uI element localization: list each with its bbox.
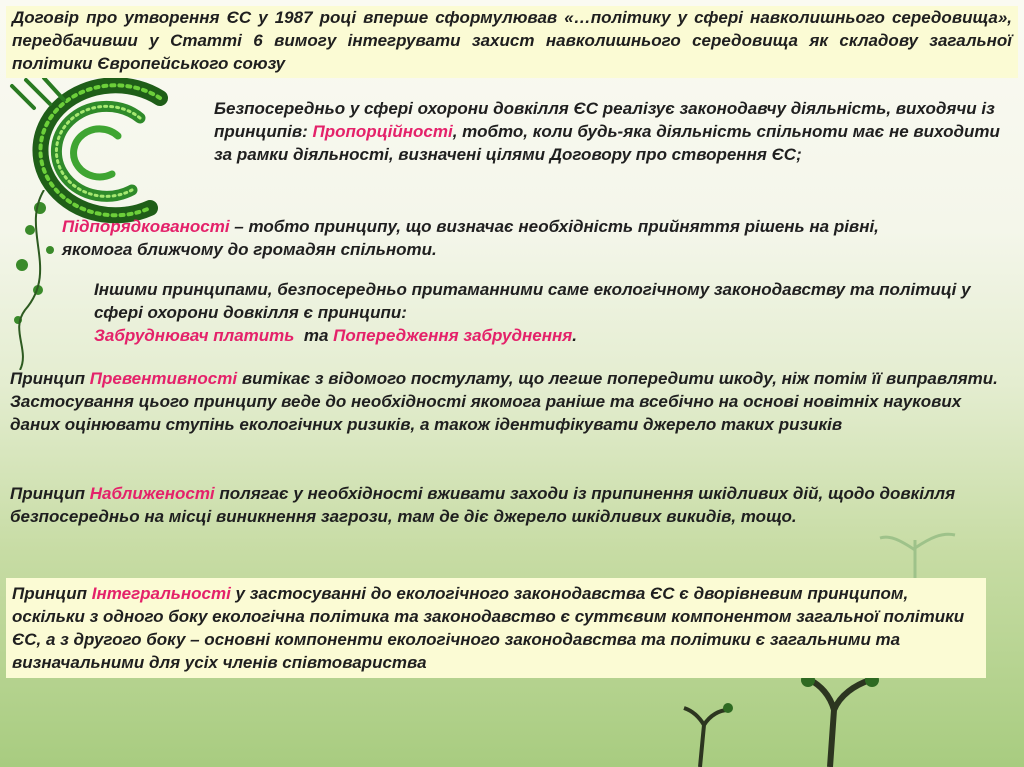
subsidiarity-text: – тобто принципу, що визначає необхідність прийняття рішень на рівні, якомога ближчому до громадян спільноти. — [62, 217, 879, 259]
proportionality-term: Пропорційності — [312, 122, 453, 141]
proximity-prefix: Принцип — [10, 484, 90, 503]
other-principles-text: Іншими принципами, безпосередньо притаманними саме екологічному законодавству та політиці у сфері охорони довкілля є принципи: — [94, 280, 971, 322]
subsidiarity-term: Підпорядкованості — [62, 217, 230, 236]
prevention-paragraph — [10, 367, 1010, 436]
prevention-prefix: Принцип — [10, 369, 90, 388]
direct-principles-tail: , тобто, коли будь-яка діяльність спільноти має не виходити за рамки діяльності, визначені цілями Договору про створення ЄС; — [214, 122, 1000, 164]
proximity-paragraph — [10, 482, 1024, 528]
pollution-prevention-term: Попередження забруднення — [333, 326, 573, 345]
prevention-text: витікає з відомого постулату, що легше попередити шкоду, ніж потім її виправляти. Застосування цього принципу веде до необхідності якомога раніше та всебічно на основі новітніх наукових даних оцінювати ступінь екологічних ризиків, а також ідентифікувати джерело таких ризиків — [10, 369, 998, 434]
integration-text: у застосуванні до екологічного законодавства ЄС є дворівневим принципом, оскільки з одного боку екологічна політика та законодавство є суттєвим компонентом загальної політики ЄС, а з другого боку – основні компоненти екологічного законодавства та політики є загальними та визначальними для усіх членів співтовариства — [12, 584, 965, 672]
other-principles-paragraph — [94, 278, 994, 347]
period-text: . — [572, 326, 577, 345]
direct-principles-paragraph — [214, 97, 1014, 166]
integration-paragraph — [6, 578, 986, 678]
sapling-illustration — [860, 520, 970, 580]
proximity-text: полягає у необхідності вживати заходи із припинення шкідливих дій, щодо довкілля безпосередньо на місці виникнення загрози, там де діє джерело шкідливих викидів, тощо. — [10, 484, 956, 526]
tree-illustration — [680, 670, 1024, 767]
integration-term: Інтегральності — [91, 584, 231, 603]
conjunction-text: та — [303, 326, 329, 345]
intro-paragraph — [6, 6, 1018, 78]
direct-principles-text: Безпосередньо у сфері охорони довкілля ЄС реалізує законодавчу діяльність, виходячи із принципів: — [214, 99, 995, 141]
proximity-term: Наближеності — [89, 484, 215, 503]
integration-prefix: Принцип — [12, 584, 92, 603]
intro-text: Договір про утворення ЄС у 1987 році вперше сформулював «…політику у сфері навколишнього середовища», передбачивши у Статті 6 вимогу інтегрувати захист навколишнього середовища як складову загальної політики Європейського союзу — [12, 8, 1012, 73]
subsidiarity-paragraph — [62, 215, 912, 261]
polluter-pays-term: Забруднювач платить — [94, 326, 295, 345]
prevention-term: Превентивності — [89, 369, 238, 388]
